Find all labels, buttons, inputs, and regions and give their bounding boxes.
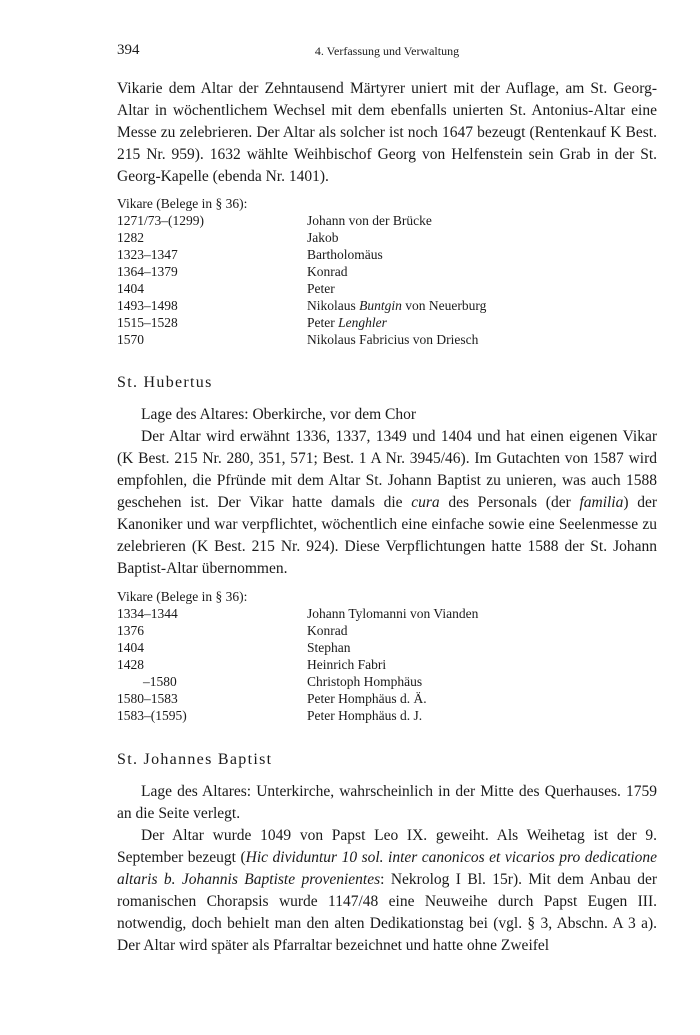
vikar-dates: 1334–1344 <box>117 606 178 621</box>
vikar-name: Bartholomäus <box>307 247 383 262</box>
name-part: Nikolaus <box>307 298 360 313</box>
paragraph-hubertus <box>117 426 657 580</box>
vikare-table-hubertus <box>117 605 478 724</box>
vikar-dates: 1404 <box>117 640 144 655</box>
vikare-table-georg <box>117 212 486 348</box>
vikar-dates: 1515–1528 <box>117 315 178 330</box>
italic-term: cura <box>411 494 440 511</box>
vikar-row <box>117 673 478 690</box>
page <box>117 40 657 957</box>
lage-johannes: Lage des Altares: Unterkirche, wahrscheinlich in der Mitte des Querhauses. 1759 an die Seite verlegt. <box>117 783 657 822</box>
vikar-name: Nikolaus Fabricius von Driesch <box>307 332 479 347</box>
vikar-name: Peter Homphäus d. J. <box>307 708 423 723</box>
vikar-name: Johann Tylomanni von Vianden <box>307 606 479 621</box>
italic-term: familia <box>579 494 624 511</box>
text-run: Der Altar wurde 1049 von Papst Leo IX. geweiht. Als Weihetag ist der 9. September bezeugt ( <box>117 827 657 866</box>
vikar-name <box>307 297 486 314</box>
running-title: 4. Verfassung und Verwaltung <box>314 44 460 58</box>
section-heading-hubertus: St. Hubertus <box>117 374 213 391</box>
intro-paragraph: Vikarie dem Altar der Zehntausend Märtyrer uniert mit der Auflage, am St. Georg-Altar in wöchentlichem Wechsel mit dem ebenfalls unierten St. Antonius-Altar eine Messe zu zelebrieren. Der Altar als solcher ist noch 1647 bezeugt (Rentenkauf K Best. 215 Nr. 959). 1632 wählte Weihbischof Georg von Helfenstein sein Grab in der St. Georg-Kapelle (ebenda Nr. 1401). <box>117 80 657 185</box>
vikar-dates: 1323–1347 <box>117 247 178 262</box>
name-part-italic: Lenghler <box>338 315 387 330</box>
vikar-name: Peter Homphäus d. Ä. <box>307 691 427 706</box>
vikar-row <box>117 297 486 314</box>
vikar-name <box>307 314 486 331</box>
vikar-dates: 1428 <box>117 657 144 672</box>
vikar-dates: 1271/73–(1299) <box>117 213 204 228</box>
vikar-dates: 1583–(1595) <box>117 708 187 723</box>
vikar-dates: 1493–1498 <box>117 298 178 313</box>
lage-hubertus: Lage des Altares: Oberkirche, vor dem Chor <box>141 406 417 423</box>
vikar-name: Stephan <box>307 640 351 655</box>
vikar-name: Heinrich Fabri <box>307 657 387 672</box>
name-part: Peter <box>307 315 339 330</box>
vikar-row <box>117 622 478 639</box>
vikar-dates: 1376 <box>117 623 144 638</box>
vikar-name: Jakob <box>307 230 339 245</box>
vikar-row <box>117 229 486 246</box>
text-run: des Personals (der <box>439 494 580 511</box>
vikare-list-title: Vikare (Belege in § 36): <box>117 196 248 211</box>
vikar-row <box>117 280 486 297</box>
page-number: 394 <box>117 42 140 58</box>
section-heading-johannes: St. Johannes Baptist <box>117 751 273 768</box>
vikare-list-title: Vikare (Belege in § 36): <box>117 589 248 604</box>
text-run: : Nekrolog I Bl. 15r). Mit dem Anbau der romanischen Chorapsis wurde 1147/48 eine Neuweihe durch Papst Eugen III. notwendig, doch behielt man den alten Dedikationstag bei (vgl. § 3, Abschn. A 3 a). Der Altar wird später als Pfarraltar bezeichnet und hatte ohne Zweifel <box>117 871 657 954</box>
vikar-dates: 1364–1379 <box>117 264 178 279</box>
vikar-row <box>117 263 486 280</box>
text-run: Der Altar wird erwähnt 1336, 1337, 1349 und 1404 und hat einen eigenen Vikar (K Best. 215 Nr. 280, 351, 571; Best. 1 A Nr. 3945/46). Im Gutachten von 1587 wird empfohlen, die Pfründe mit dem Altar St. Johann Baptist zu unieren, was auch 1588 geschehen ist. Der Vikar hatte damals die <box>117 428 657 511</box>
vikar-dates: –1580 <box>143 674 177 689</box>
vikar-row <box>117 331 486 348</box>
vikar-dates: 1404 <box>117 281 144 296</box>
paragraph-johannes <box>117 825 657 957</box>
name-part: von Neuerburg <box>401 298 487 313</box>
vikar-name: Peter <box>307 281 335 296</box>
vikar-row <box>117 212 486 229</box>
vikar-dates: 1580–1583 <box>117 691 178 706</box>
vikar-name: Johann von der Brücke <box>307 213 432 228</box>
text-run: ) der Kanoniker und war verpflichtet, wöchentlich eine einfache sowie eine Seelenmesse zu zelebrieren (K Best. 215 Nr. 924). Diese Verpflichtungen hatte 1588 der St. Johann Baptist-Altar übernommen. <box>117 494 658 577</box>
vikar-name: Konrad <box>307 264 348 279</box>
vikar-row <box>117 246 486 263</box>
vikar-name: Christoph Homphäus <box>307 674 423 689</box>
name-part-italic: Buntgin <box>359 298 402 313</box>
vikar-dates: 1570 <box>117 332 144 347</box>
vikar-name: Konrad <box>307 623 348 638</box>
vikar-row <box>117 314 486 331</box>
vikar-row <box>117 605 478 622</box>
vikar-row <box>117 656 478 673</box>
vikar-row <box>117 690 478 707</box>
vikar-row <box>117 707 478 724</box>
vikar-row <box>117 639 478 656</box>
italic-quote: Hic dividuntur 10 sol. inter canonicos et vicarios pro dedicatione altaris b. Johannis Baptiste provenientes <box>117 849 658 888</box>
page-header <box>117 40 657 64</box>
vikar-dates: 1282 <box>117 230 144 245</box>
